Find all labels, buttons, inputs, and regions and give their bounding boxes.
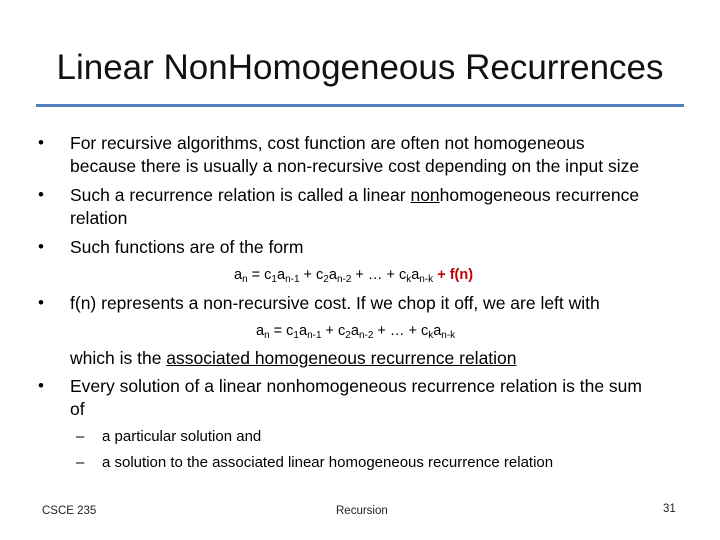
bullet-4-line-1: f(n) represents a non-recursive cost. If we chop it off, we are left with	[70, 293, 600, 313]
formula-term: a	[350, 323, 359, 339]
formula-term: a	[276, 267, 286, 283]
formula-term: + … + c	[373, 323, 429, 339]
formula-term: a	[298, 323, 308, 339]
formula-term: a	[433, 323, 442, 339]
sub-item-2: a solution to the associated linear homogeneous recurrence relation	[102, 454, 554, 471]
formula-subscript: 2	[323, 274, 329, 285]
bullet-icon: •	[38, 237, 44, 256]
formula-subscript: n-1	[285, 274, 300, 285]
formula-term: + c	[299, 267, 324, 283]
dash-bullet-icon: –	[76, 428, 85, 445]
bullet-icon: •	[38, 133, 44, 152]
bullet-4-line-2	[70, 347, 517, 369]
bullet-2-line-2: relation	[70, 208, 128, 228]
formula-term: a	[328, 267, 337, 283]
recurrence-formula-homogeneous	[256, 322, 455, 340]
bullet-2-text-b: homogeneous recurrence	[439, 185, 640, 205]
formula-subscript: 1	[293, 330, 299, 341]
formula-subscript: 1	[271, 274, 277, 285]
formula-nonrecursive-term: + f(n)	[433, 267, 474, 283]
bullet-5-line-2: of	[70, 399, 85, 419]
dash-bullet-icon: –	[76, 454, 85, 471]
bullet-icon: •	[38, 293, 44, 312]
bullet-4-underlined: associated homogeneous recurrence relation	[166, 348, 517, 368]
bullet-3-line-1: Such functions are of the form	[70, 237, 304, 257]
bullet-5-line-1: Every solution of a linear nonhomogeneous recurrence relation is the sum	[70, 376, 642, 396]
sub-item-1: a particular solution and	[102, 428, 262, 445]
bullet-2-text-a: Such a recurrence relation is called a linear	[70, 185, 411, 205]
formula-subscript: n-1	[307, 330, 322, 341]
bullet-2-line-1	[70, 184, 639, 206]
formula-subscript: n	[242, 274, 248, 285]
formula-subscript: k	[428, 330, 434, 341]
footer-topic: Recursion	[336, 505, 388, 517]
formula-term: a	[411, 267, 420, 283]
footer-course: CSCE 235	[42, 505, 97, 517]
formula-subscript: n-2	[336, 274, 352, 285]
bullet-1-line-1: For recursive algorithms, cost function are often not homogeneous	[70, 133, 585, 153]
formula-subscript: n	[264, 330, 270, 341]
formula-term: a	[256, 323, 265, 339]
formula-term: a	[234, 267, 243, 283]
bullet-icon: •	[38, 376, 44, 395]
formula-term: + c	[321, 323, 346, 339]
bullet-icon: •	[38, 185, 44, 204]
formula-subscript: k	[406, 274, 412, 285]
formula-term: = c	[247, 267, 272, 283]
title-divider	[36, 104, 684, 107]
bullet-2-underlined: non	[410, 185, 440, 205]
slide-title: Linear NonHomogeneous Recurrences	[56, 48, 664, 87]
formula-subscript: n-2	[358, 330, 374, 341]
formula-subscript: n-k	[419, 274, 434, 285]
bullet-1-line-2: because there is usually a non-recursive cost depending on the input size	[70, 156, 640, 176]
bullet-4-text: which is the	[70, 348, 167, 368]
formula-subscript: 2	[345, 330, 351, 341]
formula-subscript: n-k	[441, 330, 456, 341]
formula-term: + … + c	[351, 267, 407, 283]
page-number: 31	[663, 503, 676, 515]
recurrence-formula-nonhomogeneous	[234, 266, 473, 284]
formula-term: = c	[269, 323, 294, 339]
